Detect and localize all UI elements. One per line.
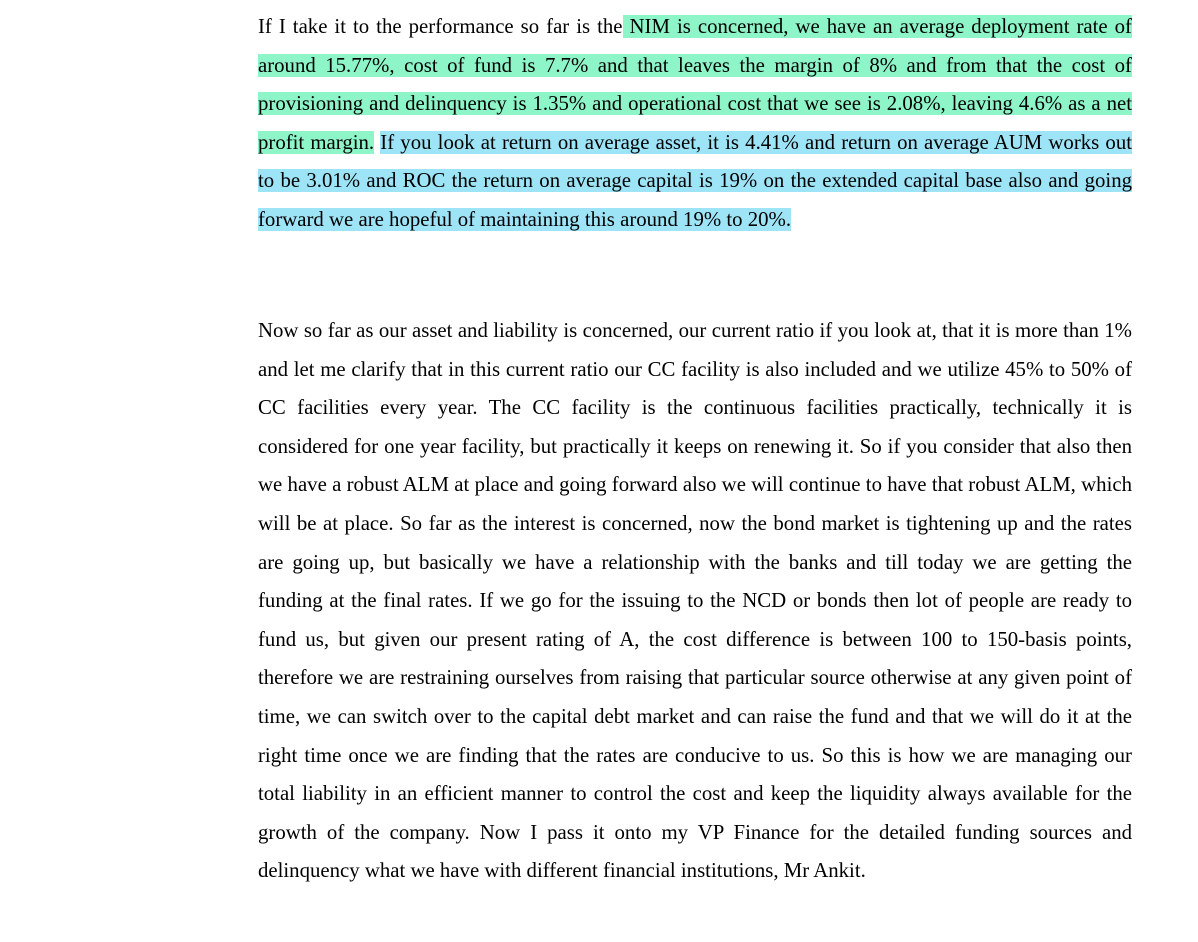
highlight-nim-section: NIM is concerned, we have an average deployment rate of around 15.77%, cost of fund is 7.7% and that leaves the margin of 8% and from that the cost of provisioning and delinquency is 1.35% and operational cost that we see is 2.08%, leaving 4.6% as a net profit margin. [258,15,1132,154]
highlight-returns-section: If you look at return on average asset, it is 4.41% and return on average AUM works out to be 3.01% and ROC the return on average capital is 19% on the extended capital base also and going forward we are hopeful of maintaining this around 19% to 20%. [258,130,1132,231]
paragraph-asset-liability: Now so far as our asset and liability is concerned, our current ratio if you look at, that it is more than 1% and let me clarify that in this current ratio our CC facility is also included and we utilize 45% to 50% of CC facilities every year. The CC facility is the continuous facilities practically, technically it is considered for one year facility, but practically it keeps on renewing it. So if you consider that also then we have a robust ALM at place and going forward also we will continue to have that robust ALM, which will be at place. So far as the interest is concerned, now the bond market is tightening up and the rates are going up, but basically we have a relationship with the banks and till today we are getting the funding at the final rates. If we go for the issuing to the NCD or bonds then lot of people are ready to fund us, but given our present rating of A, the cost difference is between 100 to 150-basis points, therefore we are restraining ourselves from raising that particular source otherwise at any given point of time, we can switch over to the capital debt market and can raise the fund and that we will do it at the right time once we are finding that the rates are conducive to us. So this is how we are managing our total liability in an efficient manner to control the cost and keep the liquidity always available for the growth of the company. Now I pass it onto my VP Finance for the detailed funding sources and delinquency what we have with different financial institutions, Mr Ankit. [258,319,1132,883]
paragraph-lead-text: If I take it to the performance so far is the [258,15,623,38]
paragraph-performance [258,8,1132,240]
